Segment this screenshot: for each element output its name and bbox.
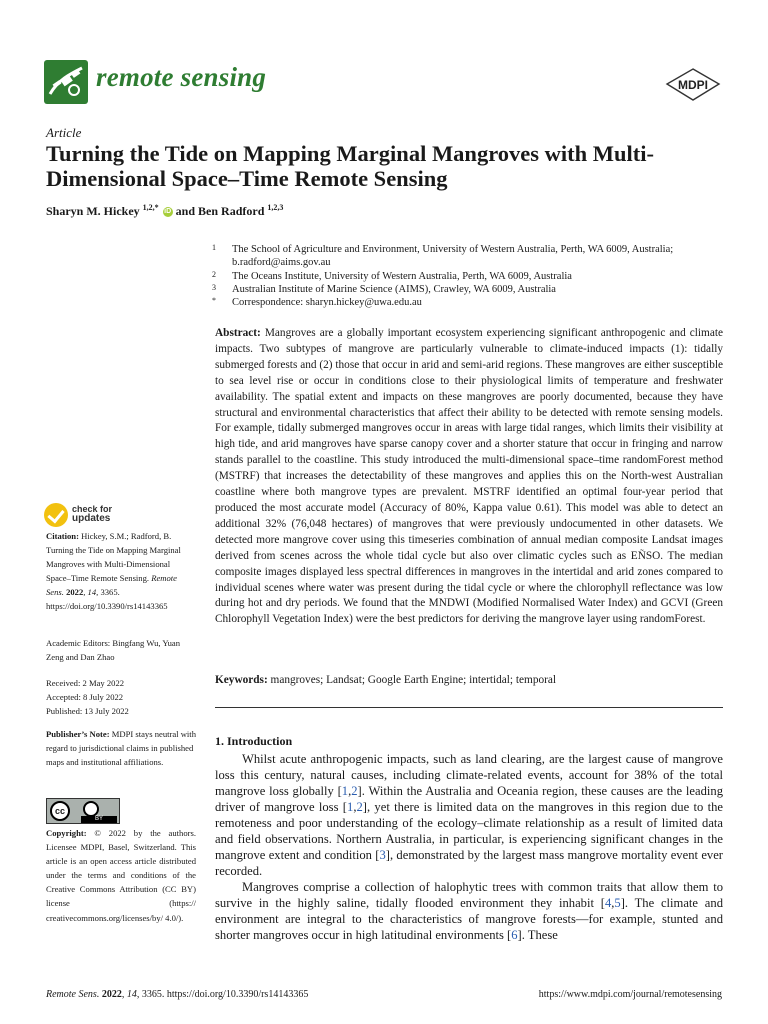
section-divider [215, 707, 723, 708]
citation-link[interactable]: 1 [347, 800, 354, 814]
paragraph [215, 879, 723, 943]
footer-year: 2022 [101, 989, 122, 1000]
citation-journal: Remote Sens. [46, 573, 177, 598]
received-date: Received: 2 May 2022 [46, 678, 125, 688]
introduction-body [215, 751, 723, 943]
by-label: BY [81, 816, 117, 823]
affiliation-marker: 1 [212, 243, 216, 252]
mdpi-logo-text: MDPI [678, 78, 708, 92]
affiliation-marker: 3 [212, 282, 216, 292]
cc-glyph: cc [50, 801, 70, 821]
paragraph-text: Mangroves comprise a collection of halophytic trees with common traits that allow them to survive in the highly saline, tidally flooded environment they inhabit [ [215, 880, 723, 910]
citation-link[interactable]: 2 [351, 784, 358, 798]
author-affiliation-marker: 1,2,* [142, 203, 159, 212]
affiliation [212, 243, 732, 270]
checkmark-icon [44, 503, 68, 527]
check-big-text: updates [72, 513, 111, 524]
affiliation-marker: 2 [212, 269, 216, 279]
mdpi-logo-icon [664, 68, 722, 102]
footer-journal-url[interactable]: https://www.mdpi.com/journal/remotesensing [538, 989, 722, 1000]
paragraph-text: ]. These [517, 928, 558, 942]
affiliation-text: Australian Institute of Marine Science (AIMS), Crawley, WA 6009, Australia [232, 283, 556, 295]
citation-link[interactable]: 6 [511, 928, 518, 942]
publisher-note-text: MDPI stays neutral with regard to jurisdictional claims in published maps and institutional affiliations. [46, 729, 196, 768]
cc-by-license-icon[interactable] [46, 798, 120, 824]
citation-separator: , [353, 800, 357, 814]
citation-link[interactable]: 5 [614, 896, 621, 910]
footer-doi[interactable]: , 3365. https://doi.org/10.3390/rs14143365 [136, 989, 309, 1000]
citation-link[interactable]: 4 [604, 896, 612, 910]
footer-journal: Remote Sens. [46, 989, 100, 1000]
affiliation-list [212, 243, 732, 309]
affiliation-text: The Oceans Institute, University of Western Australia, Perth, WA 6009, Australia [232, 270, 572, 282]
affiliation [212, 283, 732, 296]
paragraph-text: Whilst acute anthropogenic impacts, such as land clearing, are the largest cause of mangrove loss this century, natural causes, including climate-related events, account for 38% of the total mangrove loss globally [ [215, 752, 723, 798]
person-icon [83, 801, 99, 817]
article-type: Article [46, 125, 82, 140]
citation-label: Citation: [46, 531, 79, 541]
citation-block: Citation: Hickey, S.M.; Radford, B. Turning the Tide on Mapping Marginal Mangroves with Multi-Dimensional Space–Time Remote Sensing. Remote Sens. 2022, 14, 3365. https://doi.org/10.3390/rs14143365 [46, 531, 181, 612]
paragraph-text: ], demonstrated by the largest mass mangrove mortality event ever recorded. [215, 848, 724, 878]
correspondence [212, 296, 732, 309]
author-name[interactable]: Ben Radford [198, 204, 265, 218]
keywords [215, 673, 723, 688]
abstract-text: Mangroves are a globally important ecosystem experiencing significant anthropogenic and climate impacts. Two subtypes of mangrove are particularly vulnerable to climate-induced impacts (1): tidally submerged forests and (2) those that occur in arid and semi-arid regions. These mangroves are either susceptible to sea level rise or occur in conditions close to their physiological limits of temperature and freshwater availability. The spatial extent and impacts on these mangroves are poorly documented, because they have structural and environmental characteristics that affect their ability to be detected with remote sensing models. For example, tidally submerged mangroves occur in areas with large tidal ranges, which limits their visibility at high tide, and arid mangroves have sparse canopy cover and a shorter stature that occur in fringing and narrow stands parallel to the coastline. This study introduced the multi-dimensional space–time randomForest method (MSTRF) that increases the detectability of these mangroves and applies this on the North-west Australian coastline where both mangrove types are prevalent. MSTRF identified an optimal four-year period that produced the most accurate model (Accuracy of 80%, Kappa value 0.61). This model was able to detect an additional 32% (76,048 hectares) of mangroves that were previously undocumented in other datasets. We detected more mangrove cover using this timeseries combination of annual median composite Landsat images derived from scenes across the whole tidal cycle but also over climatic cycles such as EÑSO. The median composite images displayed less spectral differences in mangroves in the intertidal and arid zones compared to individual scenes where water was present during the tidal cycle or where the chlorophyll reflectance was low during hot and dry periods. We found that the MNDWI (Modified Normalised Water Index) and GCVI (Green Chlorophyll Vegetation Index) were the best predictors for deriving the mangrove layer using randomForest. [215, 327, 724, 626]
citation-link[interactable]: 3 [379, 848, 386, 862]
abstract [215, 326, 723, 628]
citation-doi[interactable]: , 3365. https://doi.org/10.3390/rs14143365 [46, 587, 168, 612]
citation-link[interactable]: 1 [341, 784, 349, 798]
footer-volume: 14 [126, 989, 137, 1000]
publisher-note-label: Publisher’s Note: [46, 729, 110, 739]
paragraph-text: ], yet there is limited data on the mangroves in this region due to the remoteness and poor understanding of the ecology–climate relationship as a result of limited data and field observations. Northern Australia, in particular, is experiencing significant changes in the mangrove extent and condition [ [215, 800, 724, 862]
citation-link[interactable]: 2 [356, 800, 363, 814]
author-list [46, 203, 283, 219]
affiliation-marker: * [212, 296, 216, 306]
citation-separator: , [348, 784, 352, 798]
accepted-date: Accepted: 8 July 2022 [46, 692, 124, 703]
footer-citation: Remote Sens. 2022, 14, 3365. https://doi.org/10.3390/rs14143365 [46, 989, 309, 1000]
academic-editors: Academic Editors: Bingfang Wu, Yuan Zeng and Dan Zhao [46, 638, 181, 663]
orcid-icon[interactable]: iD [164, 208, 172, 216]
copyright-text: © 2022 by the authors. Licensee MDPI, Basel, Switzerland. This article is an open access article distributed under the terms and conditions of the Creative Commons Attribution (CC BY) license (https:// creativecommons.org/licenses/by/ 4.0/). [46, 828, 196, 923]
publication-dates [46, 676, 196, 718]
affiliation-text: The School of Agriculture and Environment, University of Western Australia, Perth, WA 6009, Australia; b.radford@aims.gov.au [232, 244, 674, 269]
author-name[interactable]: Sharyn M. Hickey [46, 204, 140, 218]
citation-text: Hickey, S.M.; Radford, B. Turning the Tide on Mapping Marginal Mangroves with Multi-Dimensional Space–Time Remote Sensing. [46, 531, 181, 584]
paragraph-text: ]. Within the Australia and Oceania region, these causes are the leading driver of mangrove loss [ [215, 784, 723, 814]
section-heading: 1. Introduction [215, 734, 293, 748]
publisher-note [46, 727, 196, 769]
check-for-updates-label [72, 505, 112, 523]
citation-volume: 14 [87, 587, 97, 598]
copyright-block [46, 826, 196, 925]
citation-year: 2022 [66, 587, 84, 598]
journal-name: remote sensing [96, 62, 267, 92]
affiliation-text: Correspondence: sharyn.hickey@uwa.edu.au [232, 297, 422, 309]
keywords-text: mangroves; Landsat; Google Earth Engine; intertidal; temporal [270, 674, 557, 686]
article-title: Turning the Tide on Mapping Marginal Mangroves with Multi-Dimensional Space–Time Remote Sensing [46, 141, 655, 191]
affiliation [212, 270, 732, 283]
copyright-label: Copyright: [46, 828, 87, 838]
published-date: Published: 13 July 2022 [46, 706, 129, 717]
satellite-logo-icon [44, 60, 88, 104]
citation-separator: , [611, 896, 615, 910]
author-affiliation-marker: 1,2,3 [267, 203, 284, 212]
check-for-updates-button[interactable] [44, 503, 164, 529]
paragraph-text: ]. The climate and environment are integral to the characteristics of mangrove forests—for example, stunted and shorter mangroves occur in high latitudinal environments [ [215, 896, 723, 942]
author-connector: and [175, 204, 196, 218]
check-small-text: check for [72, 504, 113, 514]
abstract-label: Abstract: [215, 327, 261, 339]
paragraph [215, 751, 723, 879]
keywords-label: Keywords: [215, 674, 268, 686]
